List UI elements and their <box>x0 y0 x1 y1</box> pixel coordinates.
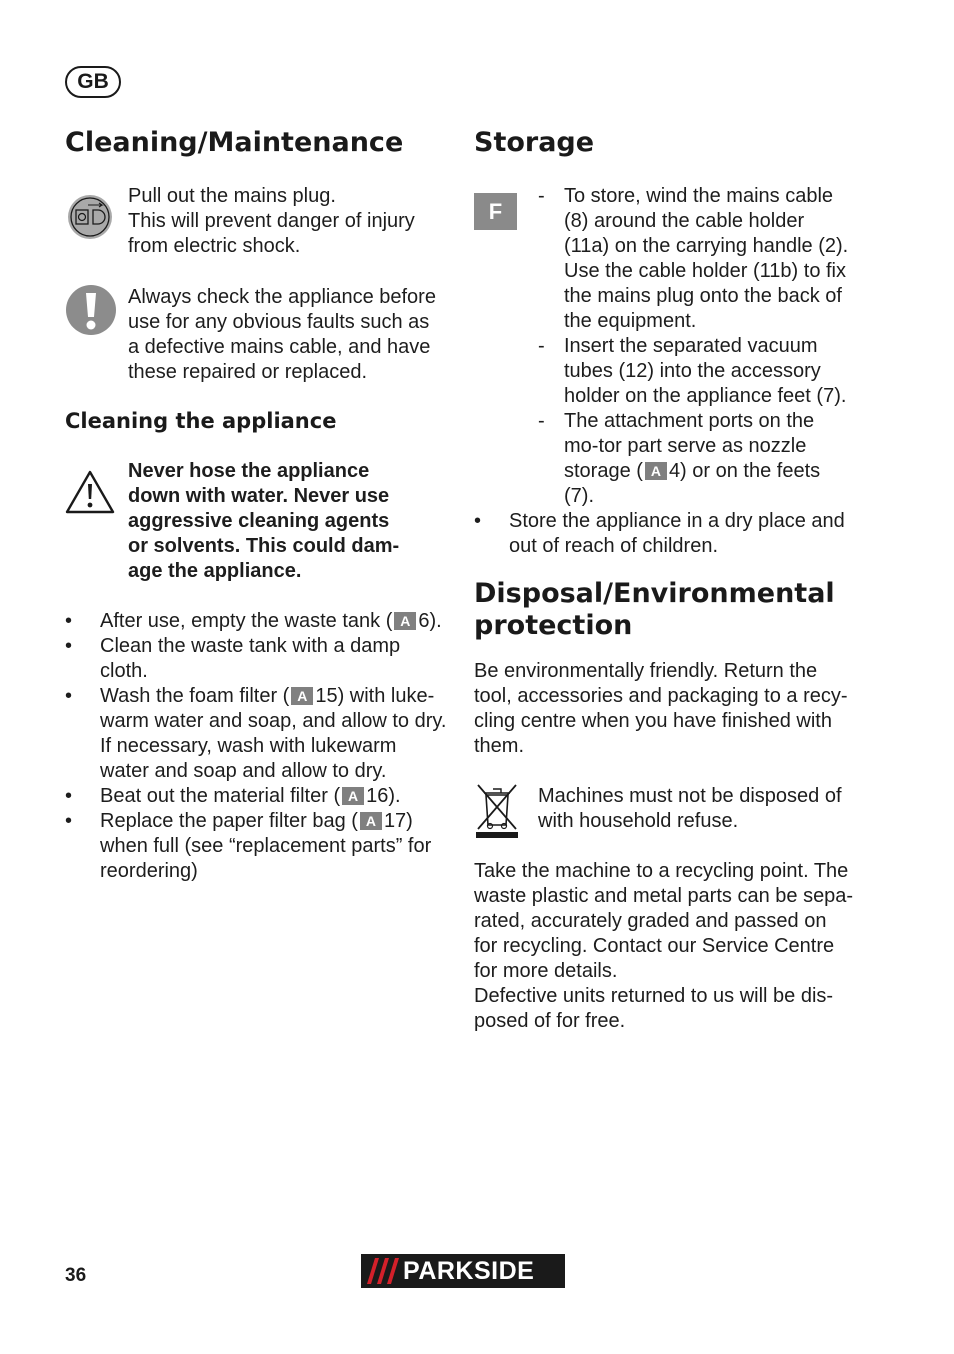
warning-triangle-icon <box>64 469 116 515</box>
figure-a-badge: A <box>291 687 313 705</box>
logo-text: PARKSIDE <box>403 1257 535 1285</box>
section-title-cleaning: Cleaning/Maintenance <box>65 127 404 158</box>
crossed-bin-icon <box>474 783 520 839</box>
plug-icon <box>66 193 114 241</box>
list-item: - Insert the separated vacuum tubes (12) into the accessory holder on the appliance feet (7). <box>538 334 854 409</box>
list-item: • Beat out the material filter ( A 16). <box>65 784 449 809</box>
list-item: • Replace the paper filter bag ( A 17) when full (see “replacement parts” for reordering) <box>65 809 449 884</box>
list-item: • Wash the foam filter ( A 15) with luke-warm water and soap, and allow to dry. If necessary, wash with lukewarm water and soap and allow to dry. <box>65 684 449 784</box>
disposal-intro: Be environmentally friendly. Return the tool, accessories and packaging to a recy- cling centre when you have finished with them. <box>474 660 848 757</box>
parkside-logo <box>361 1254 565 1288</box>
section-title-storage: Storage <box>474 127 595 158</box>
check-note: Always check the appliance before use for any obvious faults such as a defective mains cable, and have these repaired or replaced. <box>128 286 436 383</box>
subtitle-cleaning-appliance: Cleaning the appliance <box>65 409 337 433</box>
figure-a-badge: A <box>360 812 382 830</box>
warning-text: Never hose the appliance down with water. Never use aggressive cleaning agents or solvents. This could dam- age the appliance. <box>128 460 400 582</box>
language-badge: GB <box>65 66 121 98</box>
list-item: • After use, empty the waste tank ( A 6). <box>65 609 449 634</box>
list-item: - The attachment ports on the mo-tor part serve as nozzle storage ( A 4) or on the feets (7). <box>538 409 854 509</box>
exclamation-icon <box>65 284 117 336</box>
list-item: • Clean the waste tank with a damp cloth. <box>65 634 449 684</box>
list-item: - To store, wind the mains cable (8) around the cable holder (11a) on the carrying handle (2). Use the cable holder (11b) to fix the mains plug onto the back of the equipment. <box>538 184 854 334</box>
plug-note: Pull out the mains plug. This will prevent danger of injury from electric shock. <box>128 185 415 257</box>
storage-bullet-list <box>474 509 858 559</box>
figure-a-badge: A <box>394 612 416 630</box>
bin-note: Machines must not be disposed of with household refuse. <box>538 785 842 832</box>
cleaning-bullet-list <box>65 609 449 884</box>
figure-a-badge: A <box>342 787 364 805</box>
page-number: 36 <box>65 1265 87 1286</box>
figure-f-badge: F <box>474 193 517 230</box>
figure-a-badge: A <box>645 462 667 480</box>
list-item: • Store the appliance in a dry place and out of reach of children. <box>474 509 858 559</box>
storage-dash-list <box>538 184 854 509</box>
disposal-outro: Take the machine to a recycling point. The waste plastic and metal parts can be sepa- rated, accurately graded and passed on for recycling. Contact our Service Centre for more details. Defective units returned to us will be dis- posed of for free. <box>474 860 854 1032</box>
section-title-disposal: Disposal/Environmental protection <box>474 578 835 641</box>
